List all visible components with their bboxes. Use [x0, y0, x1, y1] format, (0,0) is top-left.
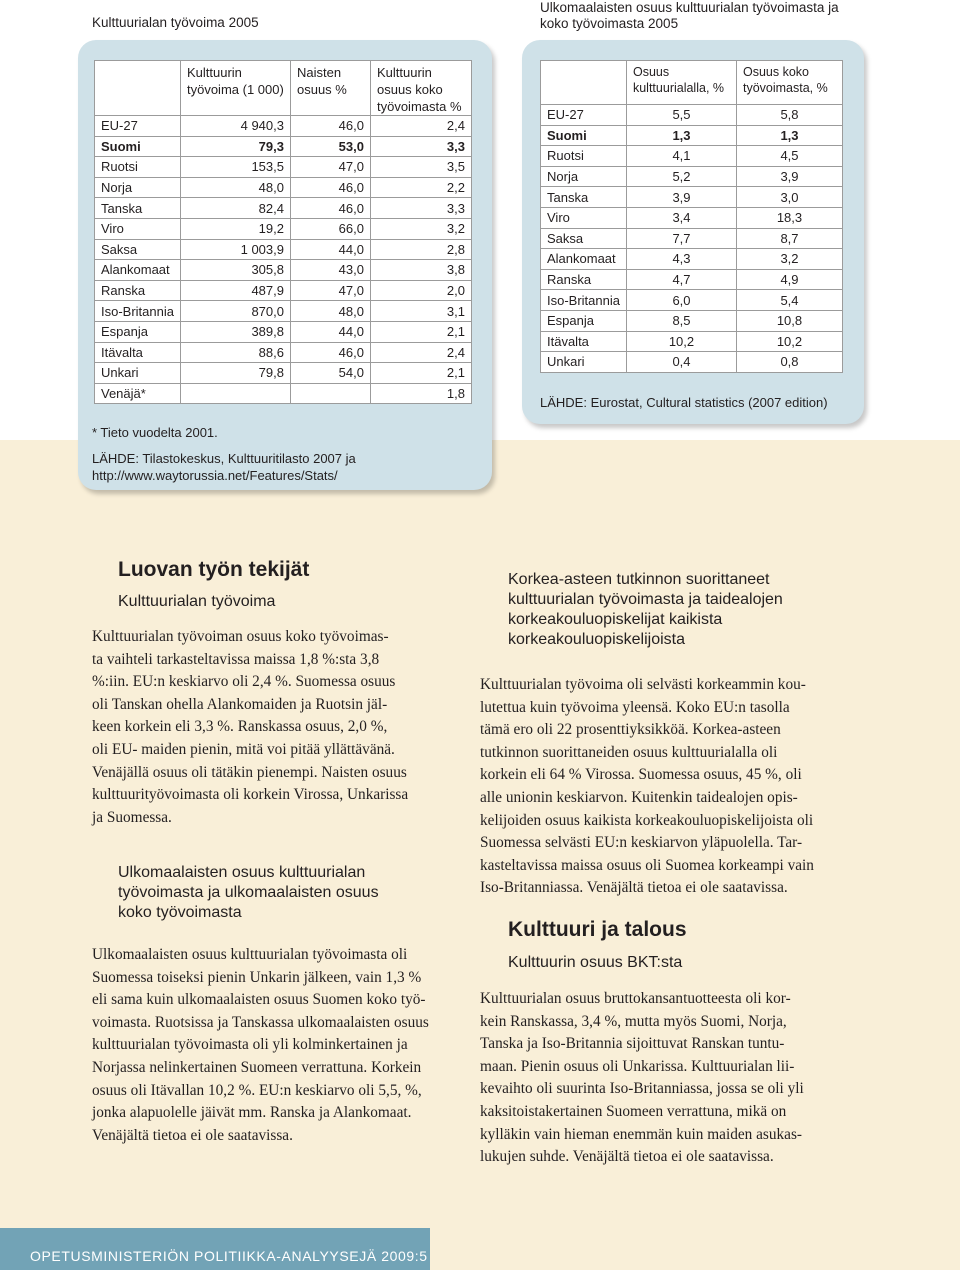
article-title: Luovan työn tekijät	[118, 558, 310, 581]
country-cell: Suomi	[541, 125, 627, 146]
table-row	[541, 228, 843, 249]
total-share-cell: 3,9	[736, 166, 842, 187]
workforce-cell: 79,3	[180, 136, 290, 157]
paragraph-culture-workforce: Kulttuurialan työvoiman osuus koko työvoimas- ta vaihteli tarkasteltavissa maissa 1,8 %:sta 3,8 %:iin. EU:n keskiarvo oli 2,4 %. Suomessa osuus oli Tanskan ohella Alankomaiden ja Ruotsin jäl- keen korkein eli 3,3 %. Ranskassa osuus, 2,0 %, oli EU- maiden pienin, mitä voi pitää yllättävänä. Venäjällä osuus oli tätäkin pienempi. Naisten osuus kulttuurityövoimasta oli korkein Virossa, Unkarissa ja Suomessa.	[92, 628, 409, 826]
table-row	[541, 352, 843, 373]
country-cell: EU-27	[95, 116, 181, 137]
country-cell: Ranska	[541, 269, 627, 290]
table-row	[95, 157, 472, 178]
table-row	[541, 331, 843, 352]
table-row	[541, 166, 843, 187]
table-row	[95, 342, 472, 363]
table-row	[95, 260, 472, 281]
header-country	[95, 61, 181, 116]
culture-share-cell: 3,9	[626, 187, 736, 208]
culture-share-cell: 2,1	[370, 321, 471, 342]
paragraph-culture-economy: Kulttuurialan osuus bruttokansantuotteesta oli kor- kein Ranskassa, 3,4 %, mutta myös Suomi, Norja, Tanska ja Iso-Britannia sijoittuvat Ranskan tuntu- maan. Pienin osuus oli Unkarissa. Kulttuurialan lii- kevaihto oli suurinta Iso-Britanniassa, jossa se oli yli kaksitoistakertainen Suomeen verrattuna, mikä on kylläkin vain hieman enemmän kuin maiden asukas- lukujen suhde. Venäjältä tietoa ei ole saatavissa.	[480, 990, 804, 1166]
table-row	[541, 249, 843, 270]
right-table-title: Ulkomaalaisten osuus kulttuurialan työvoimasta ja koko työvoimasta 2005	[540, 0, 839, 31]
culture-share-cell: 1,8	[370, 383, 471, 404]
country-cell: Suomi	[95, 136, 181, 157]
culture-share-cell: 4,3	[626, 249, 736, 270]
left-table-title: Kulttuurialan työvoima 2005	[92, 15, 259, 30]
table-row	[95, 218, 472, 239]
culture-share-cell: 2,4	[370, 342, 471, 363]
culture-share-cell: 6,0	[626, 290, 736, 311]
total-share-cell: 4,9	[736, 269, 842, 290]
workforce-cell: 1 003,9	[180, 239, 290, 260]
country-cell: Ruotsi	[541, 146, 627, 167]
country-cell: Norja	[541, 166, 627, 187]
country-cell: Unkari	[95, 363, 181, 384]
country-cell: EU-27	[541, 105, 627, 126]
table-row	[95, 136, 472, 157]
women-share-cell: 43,0	[290, 260, 370, 281]
culture-share-cell: 2,1	[370, 363, 471, 384]
country-cell: Ruotsi	[95, 157, 181, 178]
table-row	[95, 177, 472, 198]
left-footnote: * Tieto vuodelta 2001.	[92, 425, 218, 440]
table-row	[541, 146, 843, 167]
culture-share-cell: 2,2	[370, 177, 471, 198]
country-cell: Alankomaat	[541, 249, 627, 270]
table-header-row	[95, 61, 472, 116]
culture-share-cell: 4,7	[626, 269, 736, 290]
header-culture-share: Osuus kulttuurialalla, %	[626, 61, 736, 105]
foreign-share-subtitle: Ulkomaalaisten osuus kulttuurialan työvoimasta ja ulkomaalaisten osuus koko työvoimasta	[118, 864, 379, 921]
culture-economy-title: Kulttuuri ja talous	[508, 918, 687, 941]
country-cell: Norja	[95, 177, 181, 198]
table-row	[95, 363, 472, 384]
culture-share-cell: 3,4	[626, 207, 736, 228]
total-share-cell: 1,3	[736, 125, 842, 146]
paragraph-higher-education: Kulttuurialan työvoima oli selvästi korkeammin kou- lutettua kuin työvoima yleensä. Koko EU:n tasolla tämä ero oli 22 prosenttiyksikköä. Korkea-asteen tutkinnon suorittaneiden osuus kulttuurialalla oli korkein eli 64 % Virossa. Suomessa osuus, 45 %, oli alle unionin keskiarvon. Kuitenkin taidealojen opis- kelijoiden osuus kaikista korkeakouluopiskelijoista oli Suomessa selvästi EU:n keskiarvon yläpuolella. Tar- kasteltavissa maissa osuus oli Suomea korkeampi vain Iso-Britanniassa. Venäjältä tietoa ei ole saatavissa.	[480, 676, 814, 897]
total-share-cell: 5,4	[736, 290, 842, 311]
table-row	[541, 310, 843, 331]
women-share-cell	[290, 383, 370, 404]
header-total-share: Osuus koko työvoimasta, %	[736, 61, 842, 105]
total-share-cell: 10,2	[736, 331, 842, 352]
table-row	[95, 383, 472, 404]
culture-share-cell: 1,3	[626, 125, 736, 146]
country-cell: Itävalta	[95, 342, 181, 363]
women-share-cell: 46,0	[290, 342, 370, 363]
workforce-cell: 389,8	[180, 321, 290, 342]
country-cell: Espanja	[95, 321, 181, 342]
header-workforce: Kulttuurin työvoima (1 000)	[180, 61, 290, 116]
women-share-cell: 46,0	[290, 177, 370, 198]
culture-share-cell: 3,2	[370, 218, 471, 239]
country-cell: Venäjä*	[95, 383, 181, 404]
culture-share-cell: 0,4	[626, 352, 736, 373]
country-cell: Unkari	[541, 352, 627, 373]
workforce-cell: 79,8	[180, 363, 290, 384]
culture-share-cell: 2,0	[370, 280, 471, 301]
country-cell: Itävalta	[541, 331, 627, 352]
workforce-cell: 88,6	[180, 342, 290, 363]
total-share-cell: 8,7	[736, 228, 842, 249]
country-cell: Viro	[541, 207, 627, 228]
women-share-cell: 46,0	[290, 198, 370, 219]
total-share-cell: 18,3	[736, 207, 842, 228]
country-cell: Saksa	[541, 228, 627, 249]
table-row	[95, 116, 472, 137]
culture-workforce-table	[94, 60, 472, 404]
total-share-cell: 10,8	[736, 310, 842, 331]
culture-share-cell: 3,5	[370, 157, 471, 178]
women-share-cell: 47,0	[290, 280, 370, 301]
country-cell: Ranska	[95, 280, 181, 301]
workforce-cell: 305,8	[180, 260, 290, 281]
total-share-cell: 3,2	[736, 249, 842, 270]
country-cell: Tanska	[95, 198, 181, 219]
header-country	[541, 61, 627, 105]
header-women: Naisten osuus %	[290, 61, 370, 116]
foreign-workers-table	[540, 60, 843, 373]
women-share-cell: 66,0	[290, 218, 370, 239]
total-share-cell: 5,8	[736, 105, 842, 126]
culture-share-cell: 2,8	[370, 239, 471, 260]
culture-share-cell: 4,1	[626, 146, 736, 167]
culture-share-cell: 7,7	[626, 228, 736, 249]
left-source: LÄHDE: Tilastokeskus, Kulttuuritilasto 2007 ja http://www.waytorussia.net/Features/Stats/	[92, 451, 356, 483]
country-cell: Viro	[95, 218, 181, 239]
country-cell: Tanska	[541, 187, 627, 208]
table-row	[541, 125, 843, 146]
women-share-cell: 46,0	[290, 116, 370, 137]
women-share-cell: 48,0	[290, 301, 370, 322]
workforce-cell: 82,4	[180, 198, 290, 219]
table-row	[95, 239, 472, 260]
higher-education-subtitle: Korkea-asteen tutkinnon suorittaneet kulttuurialan työvoimasta ja taidealojen korkeakouluopiskelijat kaikista korkeakouluopiskelijoista	[508, 571, 783, 648]
women-share-cell: 44,0	[290, 239, 370, 260]
table-row	[541, 269, 843, 290]
workforce-cell: 4 940,3	[180, 116, 290, 137]
paragraph-foreign-share: Ulkomaalaisten osuus kulttuurialan työvoimasta oli Suomessa toiseksi pienin Unkarin jälkeen, vain 1,3 % eli sama kuin ulkomaalaisten osuus Suomen koko työ- voimasta. Ruotsissa ja Tanskassa ulkomaalaisten osuus kulttuurialan työvoimasta oli yli kolminkertainen ja Norjassa nelinkertainen Suomeen verrattuna. Korkein osuus oli Itävallan 10,2 %. EU:n keskiarvo oli 5,5, %, jonka alapuolelle jäivät mm. Ranska ja Alankomaat. Venäjältä tietoa ei ole saatavissa.	[92, 946, 429, 1144]
culture-economy-subtitle: Kulttuurin osuus BKT:sta	[508, 954, 683, 971]
workforce-cell: 19,2	[180, 218, 290, 239]
table-row	[95, 198, 472, 219]
table-header-row	[541, 61, 843, 105]
culture-share-cell: 3,8	[370, 260, 471, 281]
table-row	[541, 290, 843, 311]
culture-share-cell: 5,2	[626, 166, 736, 187]
header-culture-share: Kulttuurin osuus koko työvoimasta %	[370, 61, 471, 116]
culture-share-cell: 3,1	[370, 301, 471, 322]
workforce-cell: 870,0	[180, 301, 290, 322]
workforce-cell: 153,5	[180, 157, 290, 178]
women-share-cell: 47,0	[290, 157, 370, 178]
women-share-cell: 54,0	[290, 363, 370, 384]
table-row	[95, 321, 472, 342]
culture-share-cell: 8,5	[626, 310, 736, 331]
right-source: LÄHDE: Eurostat, Cultural statistics (2007 edition)	[540, 395, 828, 410]
table-row	[541, 105, 843, 126]
total-share-cell: 3,0	[736, 187, 842, 208]
workforce-cell: 48,0	[180, 177, 290, 198]
table-row	[541, 187, 843, 208]
country-cell: Alankomaat	[95, 260, 181, 281]
workforce-cell: 487,9	[180, 280, 290, 301]
table-row	[95, 301, 472, 322]
culture-share-cell: 10,2	[626, 331, 736, 352]
table-row	[541, 207, 843, 228]
culture-share-cell: 3,3	[370, 198, 471, 219]
country-cell: Iso-Britannia	[541, 290, 627, 311]
table-row	[95, 280, 472, 301]
total-share-cell: 0,8	[736, 352, 842, 373]
country-cell: Saksa	[95, 239, 181, 260]
culture-share-cell: 2,4	[370, 116, 471, 137]
women-share-cell: 53,0	[290, 136, 370, 157]
footer-series-title: OPETUSMINISTERIÖN POLITIIKKA-ANALYYSEJÄ 2009:5	[30, 1248, 428, 1264]
country-cell: Iso-Britannia	[95, 301, 181, 322]
culture-share-cell: 3,3	[370, 136, 471, 157]
women-share-cell: 44,0	[290, 321, 370, 342]
article-subtitle: Kulttuurialan työvoima	[118, 593, 276, 610]
workforce-cell	[180, 383, 290, 404]
culture-share-cell: 5,5	[626, 105, 736, 126]
total-share-cell: 4,5	[736, 146, 842, 167]
country-cell: Espanja	[541, 310, 627, 331]
